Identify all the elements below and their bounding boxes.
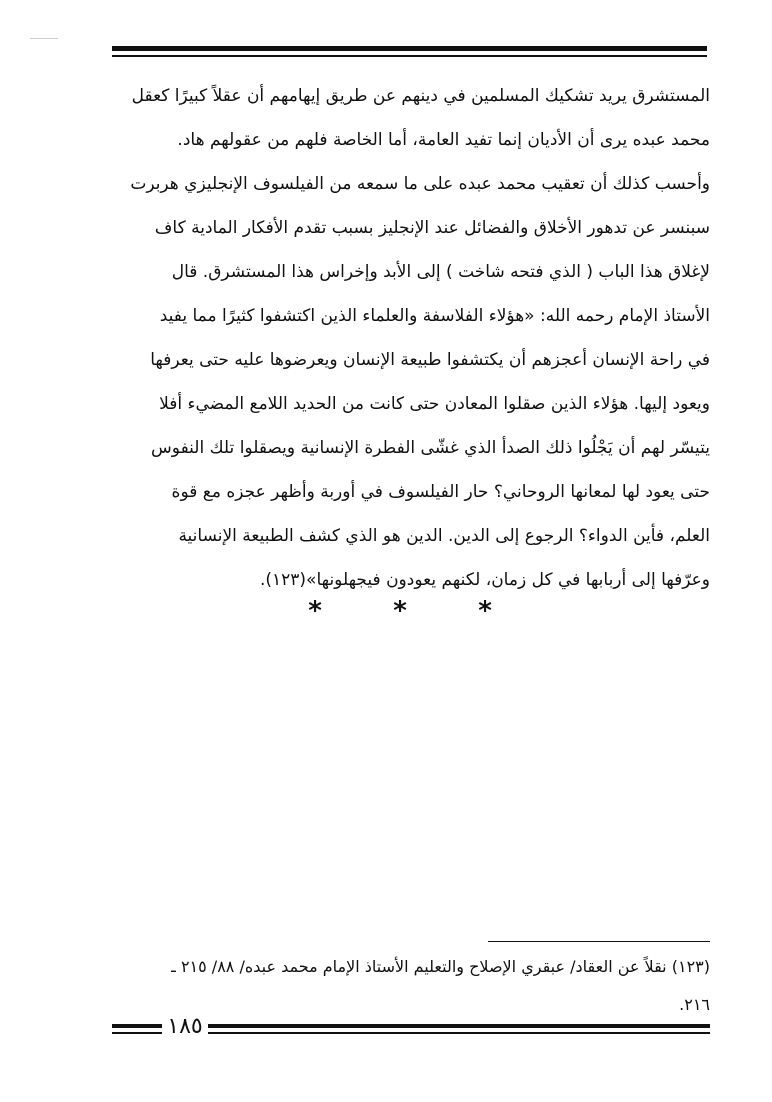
text-line: وعرّفها إلى أربابها في كل زمان، لكنهم يعودون فيجهلونها»(١٢٣). bbox=[259, 570, 710, 590]
text-line: الأستاذ الإمام رحمه الله: «هؤلاء الفلاسفة والعلماء الذين اكتشفوا كثيرًا مما يفيد bbox=[159, 306, 710, 326]
star-icon: * bbox=[308, 596, 322, 626]
page-number: ١٨٥ bbox=[162, 1014, 208, 1040]
text-line: حتى يعود لها لمعانها الروحاني؟ حار الفيلسوف في أوربة وأظهر عجزه مع قوة bbox=[171, 482, 710, 502]
text-line: يتيسّر لهم أن يَجْلُوا ذلك الصدأ الذي غشّى الفطرة الإنسانية ويصقلوا تلك النفوس bbox=[151, 438, 710, 458]
header-rule-thick bbox=[112, 46, 707, 51]
text-line: محمد عبده يرى أن الأديان إنما تفيد العامة، أما الخاصة فلهم من عقولهم هاد. bbox=[177, 130, 710, 150]
header-rule-thin bbox=[112, 55, 707, 57]
text-line: سبنسر عن تدهور الأخلاق والفضائل عند الإنجليز بسبب تقدم الأفكار المادية كاف bbox=[154, 218, 710, 238]
star-icon: * bbox=[393, 596, 407, 626]
text-line: ويعود إليها. هؤلاء الذين صقلوا المعادن حتى كانت من الحديد اللامع المضيء أفلا bbox=[159, 394, 710, 414]
footnote-line: (١٢٣) نقلاً عن العقاد/ عبقري الإصلاح والتعليم الأستاذ الإمام محمد عبده/ ٨٨/ ٢١٥ ـ bbox=[171, 957, 710, 976]
body-paragraph bbox=[102, 74, 710, 602]
footnote bbox=[98, 948, 710, 1024]
text-line: وأحسب كذلك أن تعقيب محمد عبده على ما سمعه من الفيلسوف الإنجليزي هربرت bbox=[130, 174, 710, 194]
scan-margin-mark bbox=[30, 38, 58, 39]
footer-rule-right-thin bbox=[208, 1032, 710, 1034]
footer-rule-right-thick bbox=[208, 1024, 710, 1028]
footnote-line: ٢١٦. bbox=[679, 995, 710, 1014]
text-line: لإغلاق هذا الباب ( الذي فتحه شاخت ) إلى الأبد وإخراس هذا المستشرق. قال bbox=[171, 262, 710, 282]
footnote-rule bbox=[488, 941, 710, 942]
text-line: المستشرق يريد تشكيك المسلمين في دينهم عن طريق إيهامهم أن عقلاً كبيرًا كعقل bbox=[131, 86, 710, 106]
footer-rule-left-thin bbox=[112, 1032, 162, 1034]
star-icon: * bbox=[478, 596, 492, 626]
footer-rule-left-thick bbox=[112, 1024, 162, 1028]
section-separator bbox=[300, 596, 500, 626]
text-line: العلم، فأين الدواء؟ الرجوع إلى الدين. الدين هو الذي كشف الطبيعة الإنسانية bbox=[178, 526, 710, 546]
text-line: في راحة الإنسان أعجزهم أن يكتشفوا طبيعة الإنسان ويعرضوها عليه حتى يعرفها bbox=[150, 350, 710, 370]
